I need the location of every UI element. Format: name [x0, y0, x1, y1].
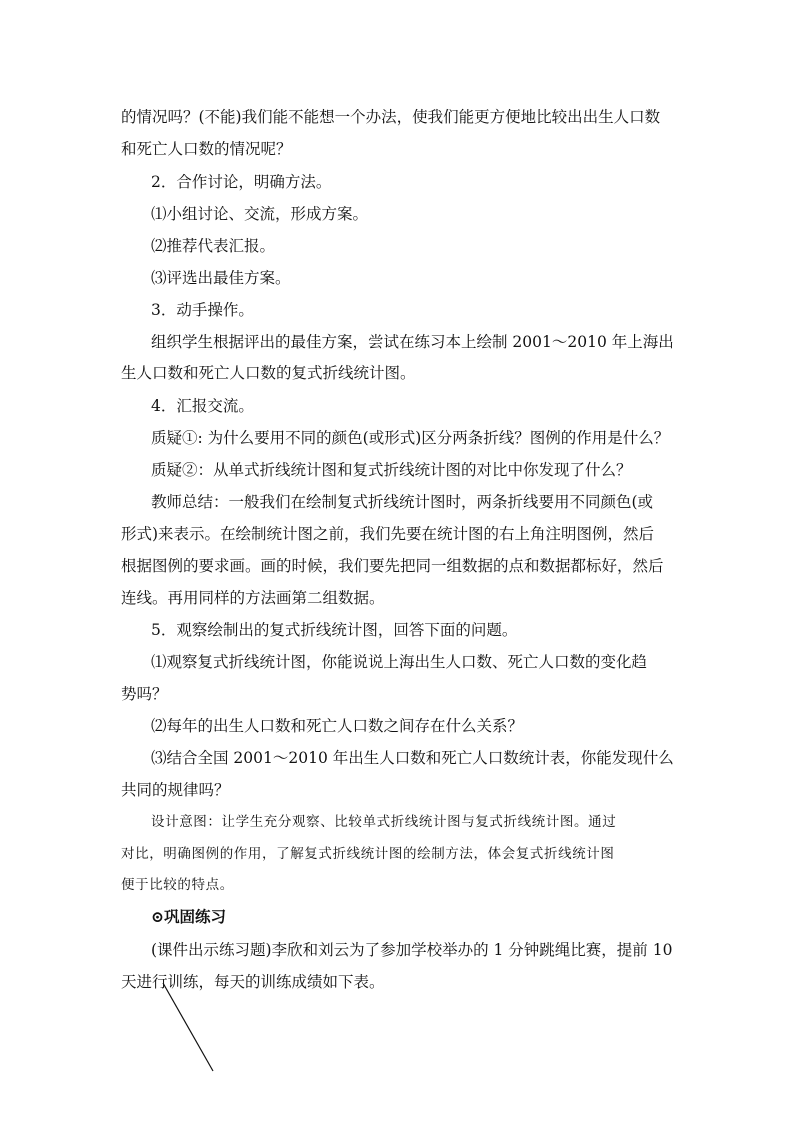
text-line: 生人口数和死亡人口数的复式折线统计图。	[121, 364, 416, 382]
list-item: ⑶评选出最佳方案。	[151, 269, 291, 287]
text-line: 教师总结：一般我们在绘制复式折线统计图时，两条折线要用不同颜色(或	[151, 493, 654, 511]
question-line: 质疑①: 为什么要用不同的颜色(或形式)区分两条折线？图例的作用是什么？	[151, 429, 670, 447]
design-intent-line: 便于比较的特点。	[121, 877, 234, 893]
text-line: 和死亡人口数的情况呢？	[121, 140, 292, 158]
text-line: 势吗？	[121, 685, 168, 703]
list-item: ⑶结合全国 2001～2010 年出生人口数和死亡人口数统计表，你能发现什么	[151, 749, 674, 767]
diagonal-line	[163, 983, 213, 1071]
list-item: ⑴观察复式折线统计图，你能说说上海出生人口数、死亡人口数的变化趋	[151, 653, 648, 671]
section-heading: 3．动手操作。	[151, 301, 254, 319]
text-line: 形式)来表示。在绘制统计图之前，我们先要在统计图的右上角注明图例，然后	[121, 525, 655, 543]
section-heading: 4．汇报交流。	[151, 397, 254, 415]
section-heading: 2．合作讨论，明确方法。	[151, 173, 332, 191]
list-item: ⑵每年的出生人口数和死亡人口数之间存在什么关系？	[151, 717, 524, 735]
design-intent-line: 设计意图：让学生充分观察、比较单式折线统计图与复式折线统计图。通过	[151, 814, 617, 830]
design-intent-line: 对比，明确图例的作用，了解复式折线统计图的绘制方法，体会复式折线统计图	[121, 846, 615, 862]
list-item: ⑵推荐代表汇报。	[151, 237, 276, 255]
text-line: (课件出示练习题)李欣和刘云为了参加学校举办的 1 分钟跳绳比赛，提前 10	[151, 941, 673, 959]
question-line: 质疑②：从单式折线统计图和复式折线统计图的对比中你发现了什么？	[151, 461, 632, 479]
text-line: 共同的规律吗？	[121, 781, 230, 799]
text-line: 连线。再用同样的方法画第二组数据。	[121, 589, 385, 607]
text-line: 组织学生根据评出的最佳方案，尝试在练习本上绘制 2001～2010 年上海出	[151, 333, 674, 351]
section-heading-practice: ⊙巩固练习	[151, 907, 226, 926]
list-item: ⑴小组讨论、交流，形成方案。	[151, 205, 369, 223]
text-line: 的情况吗？(不能)我们能不能想一个办法，使我们能更方便地比较出出生人口数	[121, 108, 661, 126]
section-heading: 5．观察绘制出的复式折线统计图，回答下面的问题。	[151, 621, 518, 639]
text-line: 根据图例的要求画。画的时候，我们要先把同一组数据的点和数据都标好，然后	[121, 557, 664, 575]
text-line: 天进行训练，每天的训练成绩如下表。	[121, 973, 385, 991]
